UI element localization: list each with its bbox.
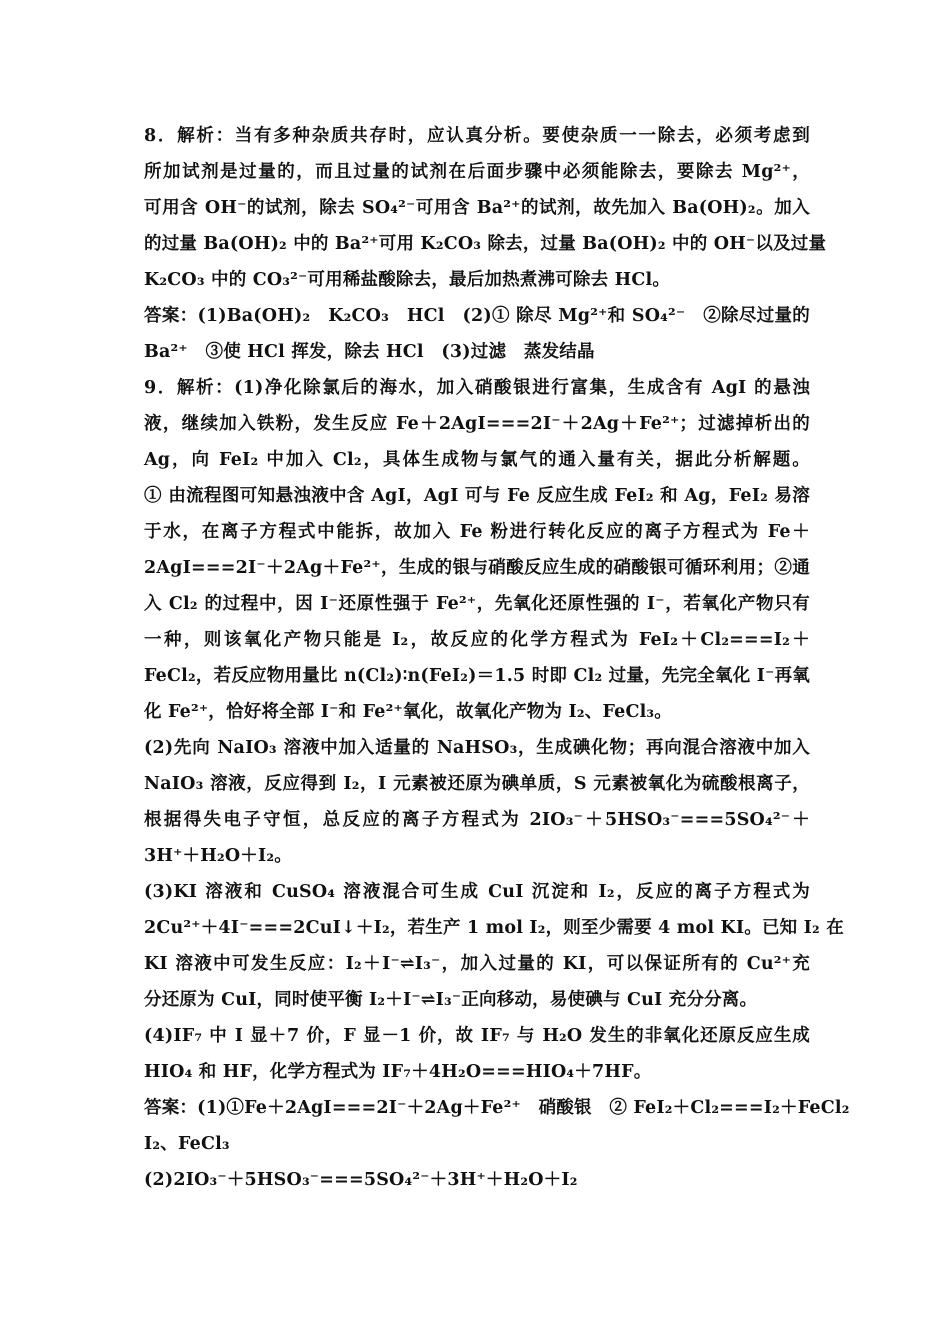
text-line: K₂CO₃ 中的 CO₃²⁻可用稀盐酸除去，最后加热煮沸可除去 HCl。	[144, 270, 671, 290]
text-line: ① 由流程图可知悬浊液中含 AgI，AgI 可与 Fe 反应生成 FeI₂ 和 Ag，FeI₂ 易溶	[144, 486, 810, 506]
text-line: 根据得失电子守恒，总反应的离子方程式为 2IO₃⁻＋5HSO₃⁻===5SO₄²⁻＋	[144, 810, 810, 830]
answer-line: 答案：(1)Ba(OH)₂ K₂CO₃ HCl (2)① 除尽 Mg²⁺和 SO₄²⁻ ②除尽过量的	[144, 306, 810, 326]
text-line: (4)IF₇ 中 I 显＋7 价，F 显－1 价，故 IF₇ 与 H₂O 发生的非氧化还原反应生成	[144, 1026, 810, 1046]
text-line: 2Cu²⁺＋4I⁻===2CuI↓＋I₂，若生产 1 mol I₂，则至少需要 4 mol KI。已知 I₂ 在	[144, 918, 844, 938]
text-line: 的过量 Ba(OH)₂ 中的 Ba²⁺可用 K₂CO₃ 除去，过量 Ba(OH)₂ 中的 OH⁻以及过量	[144, 234, 827, 254]
text-line: 9．解析：(1)净化除氯后的海水，加入硝酸银进行富集，生成含有 AgI 的悬浊	[144, 378, 810, 398]
text-line: NaIO₃ 溶液，反应得到 I₂，I 元素被还原为碘单质，S 元素被氧化为硫酸根离子，	[144, 774, 810, 794]
text-line: KI 溶液中可发生反应：I₂＋I⁻⇌I₃⁻，加入过量的 KI，可以保证所有的 Cu²⁺充	[144, 954, 810, 974]
text-line: 可用含 OH⁻的试剂，除去 SO₄²⁻可用含 Ba²⁺的试剂，故先加入 Ba(OH)₂。加入	[144, 198, 810, 218]
text-line: 入 Cl₂ 的过程中，因 I⁻还原性强于 Fe²⁺，先氧化还原性强的 I⁻，若氧化产物只有	[144, 594, 810, 614]
text-line: 3H⁺＋H₂O＋I₂。	[144, 846, 292, 866]
text-line: 于水，在离子方程式中能拆，故加入 Fe 粉进行转化反应的离子方程式为 Fe＋	[144, 522, 810, 542]
text-line: FeCl₂，若反应物用量比 n(Cl₂)∶n(FeI₂)＝1.5 时即 Cl₂ 过量，先完全氧化 I⁻再氧	[144, 666, 810, 686]
text-line: 8．解析：当有多种杂质共存时，应认真分析。要使杂质一一除去，必须考虑到	[144, 126, 810, 146]
text-line: 2AgI===2I⁻＋2Ag＋Fe²⁺，生成的银与硝酸反应生成的硝酸银可循环利用；②通	[144, 558, 810, 578]
document-body	[144, 118, 850, 1198]
answer-line: I₂、FeCl₃	[144, 1134, 230, 1154]
answer-line: (2)2IO₃⁻＋5HSO₃⁻===5SO₄²⁻＋3H⁺＋H₂O＋I₂	[144, 1170, 578, 1190]
answer-line: Ba²⁺ ③使 HCl 挥发，除去 HCl (3)过滤 蒸发结晶	[144, 342, 595, 362]
text-line: 所加试剂是过量的，而且过量的试剂在后面步骤中必须能除去，要除去 Mg²⁺，	[144, 162, 810, 182]
text-line: 液，继续加入铁粉，发生反应 Fe＋2AgI===2I⁻＋2Ag＋Fe²⁺；过滤掉析出的	[144, 414, 810, 434]
text-line: (2)先向 NaIO₃ 溶液中加入适量的 NaHSO₃，生成碘化物；再向混合溶液中加入	[144, 738, 810, 758]
answer-line: 答案：(1)①Fe＋2AgI===2I⁻＋2Ag＋Fe²⁺ 硝酸银 ② FeI₂＋Cl₂===I₂＋FeCl₂	[144, 1098, 850, 1118]
text-line: 一种，则该氧化产物只能是 I₂，故反应的化学方程式为 FeI₂＋Cl₂===I₂＋	[144, 630, 810, 650]
text-line: Ag，向 FeI₂ 中加入 Cl₂，具体生成物与氯气的通入量有关，据此分析解题。	[144, 450, 810, 470]
text-line: 分还原为 CuI，同时使平衡 I₂＋I⁻⇌I₃⁻正向移动，易使碘与 CuI 充分分离。	[144, 990, 758, 1010]
text-line: HIO₄ 和 HF，化学方程式为 IF₇＋4H₂O===HIO₄＋7HF。	[144, 1062, 652, 1082]
text-line: 化 Fe²⁺，恰好将全部 I⁻和 Fe²⁺氧化，故氧化产物为 I₂、FeCl₃。	[144, 702, 672, 722]
text-line: (3)KI 溶液和 CuSO₄ 溶液混合可生成 CuI 沉淀和 I₂，反应的离子方程式为	[144, 882, 810, 902]
